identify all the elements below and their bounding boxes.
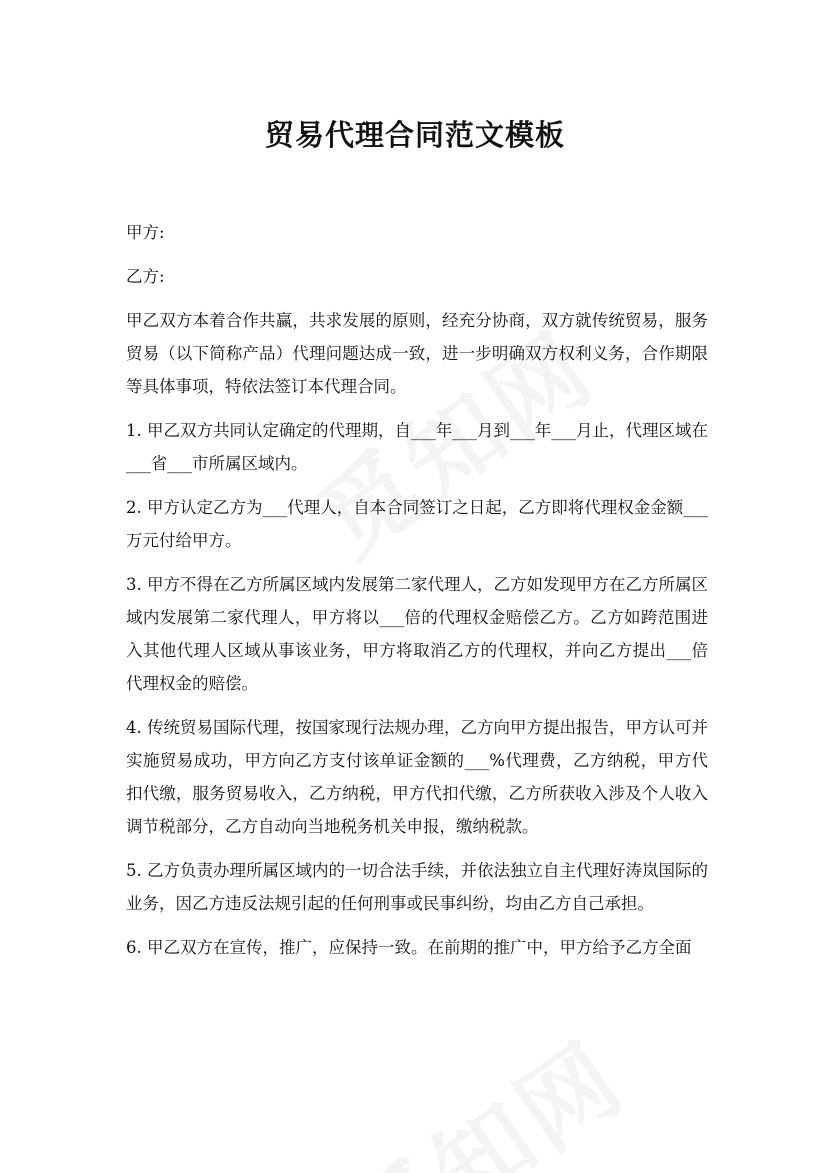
document-title: 贸易代理合同范文模板 [264,118,565,152]
clause-6: 6. 甲乙双方在宣传，推广，应保持一致。在前期的推广中，甲方给予乙方全面 [126,938,692,957]
party-a-label: 甲方: [126,223,165,242]
document-body [126,216,708,975]
clause-5: 5. 乙方负责办理所属区域内的一切合法手续，并依法独立自主代理好涛岚国际的业务，因乙方违反法规引起的任何刑事或民事纠纷，均由乙方自己承担。 [126,861,708,913]
watermark [318,1005,647,1173]
party-b-label: 乙方: [126,267,165,286]
clause-4: 4. 传统贸易国际代理，按国家现行法规办理，乙方向甲方提出报告，甲方认可并实施贸易成功，甲方向乙方支付该单证金额的___%代理费，乙方纳税，甲方代扣代缴，服务贸易收入，乙方纳税，甲方代扣代缴，乙方所获收入涉及个人收入调节税部分，乙方自动向当地税务机关申报，缴纳税款。 [126,718,708,836]
clause-2: 2. 甲方认定乙方为___代理人，自本合同签订之日起，乙方即将代理权金金额___万元付给甲方。 [126,498,708,550]
intro-paragraph: 甲乙双方本着合作共赢，共求发展的原则，经充分协商，双方就传统贸易，服务贸易（以下简称产品）代理问题达成一致，进一步明确双方权利义务，合作期限等具体事项，特依法签订本代理合同。 [126,311,708,396]
clause-1: 1. 甲乙双方共同认定确定的代理期，自___年___月到___年___月止，代理区域在___省___市所属区域内。 [126,421,708,473]
clause-3: 3. 甲方不得在乙方所属区域内发展第二家代理人，乙方如发现甲方在乙方所属区域内发展第二家代理人，甲方将以___倍的代理权金赔偿乙方。乙方如跨范围进入其他代理人区域从事该业务，甲方将取消乙方的代理权，并向乙方提出___倍代理权金的赔偿。 [126,575,708,693]
